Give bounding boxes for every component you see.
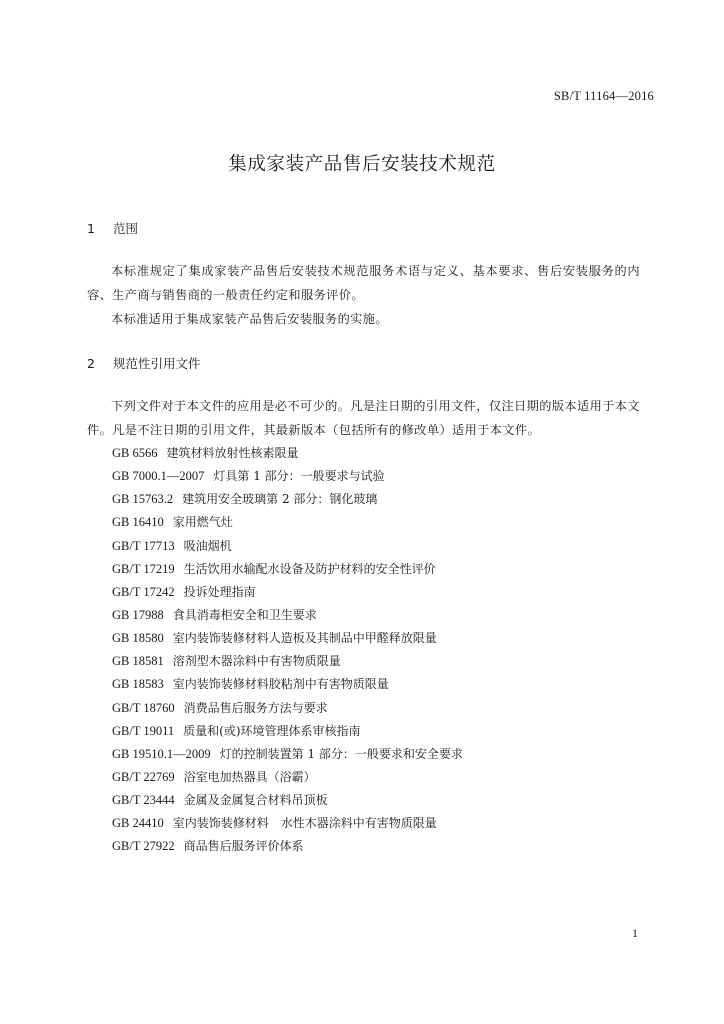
reference-title: 室内装饰装修材料 水性木器涂料中有害物质限量	[172, 816, 437, 831]
reference-code: GB 15763.2	[112, 492, 174, 507]
normative-references-list	[112, 442, 463, 859]
section-1-number: 1	[87, 221, 95, 236]
reference-title: 消费品售后服务方法与要求	[183, 700, 328, 715]
reference-code: GB 18583	[112, 677, 164, 692]
reference-item	[112, 442, 463, 465]
reference-title: 建筑材料放射性核素限量	[166, 446, 299, 460]
reference-item	[112, 511, 463, 534]
reference-code: GB/T 18760	[112, 700, 175, 715]
page-number: 1	[632, 926, 638, 940]
reference-title: 金属及金属复合材料吊顶板	[183, 793, 328, 808]
reference-code: GB 17988	[112, 607, 164, 622]
reference-title: 灯具第 1 部分：一般要求与试验	[213, 469, 385, 484]
reference-code: GB 18581	[112, 654, 164, 669]
reference-code: GB/T 19011	[112, 723, 175, 738]
reference-code: GB 18580	[112, 631, 164, 646]
section-1-paragraph-1: 本标准规定了集成家装产品售后安装技术规范服务术语与定义、基本要求、售后安装服务的内容、生产商与销售商的一般责任约定和服务评价。	[87, 264, 640, 302]
reference-code: GB 24410	[112, 816, 164, 831]
reference-code: GB/T 27922	[112, 839, 175, 854]
reference-title: 投诉处理指南	[183, 584, 256, 599]
document-title: 集成家装产品售后安装技术规范	[228, 154, 496, 175]
section-2-heading	[87, 354, 201, 372]
reference-item	[112, 604, 463, 627]
reference-item	[112, 650, 463, 673]
section-2-intro: 下列文件对于本文件的应用是必不可少的。凡是注日期的引用文件，仅注日期的版本适用于本文件。凡是不注日期的引用文件，其最新版本（包括所有的修改单）适用于本文件。	[87, 399, 640, 437]
reference-item	[112, 535, 463, 558]
section-2-title: 规范性引用文件	[113, 356, 201, 371]
reference-item	[112, 465, 463, 488]
section-1-title: 范围	[113, 221, 139, 236]
reference-code: GB 7000.1—2007	[112, 469, 205, 484]
section-2-number: 2	[87, 356, 95, 371]
reference-code: GB/T 17713	[112, 538, 175, 553]
reference-code: GB 19510.1—2009	[112, 746, 211, 761]
reference-item	[112, 835, 463, 858]
reference-title: 质量和(或)环境管理体系审核指南	[183, 723, 361, 738]
reference-item	[112, 743, 463, 766]
reference-code: GB/T 17219	[112, 561, 175, 576]
reference-code: GB/T 22769	[112, 769, 175, 784]
reference-code: GB/T 23444	[112, 793, 175, 808]
reference-item	[112, 720, 463, 743]
reference-item	[112, 558, 463, 581]
section-1-heading	[87, 219, 138, 237]
reference-item	[112, 488, 463, 511]
reference-code: GB 16410	[112, 515, 164, 530]
reference-item	[112, 627, 463, 650]
reference-item	[112, 812, 463, 835]
reference-title: 吸油烟机	[183, 538, 232, 553]
reference-title: 溶剂型木器涂料中有害物质限量	[172, 654, 341, 669]
reference-title: 浴室电加热器具（浴霸）	[183, 769, 316, 784]
reference-title: 食具消毒柜安全和卫生要求	[172, 607, 317, 622]
reference-code: GB 6566	[112, 446, 158, 460]
reference-title: 室内装饰装修材料胶粘剂中有害物质限量	[172, 677, 389, 692]
reference-title: 灯的控制装置第 1 部分：一般要求和安全要求	[219, 746, 463, 761]
reference-title: 生活饮用水输配水设备及防护材料的安全性评价	[183, 561, 436, 576]
reference-item	[112, 697, 463, 720]
reference-title: 商品售后服务评价体系	[183, 839, 304, 854]
reference-title: 家用燃气灶	[172, 515, 233, 530]
reference-code: GB/T 17242	[112, 584, 175, 599]
reference-item	[112, 673, 463, 696]
section-1-paragraph-2: 本标准适用于集成家装产品售后安装服务的实施。	[111, 312, 388, 326]
reference-title: 室内装饰装修材料人造板及其制品中甲醛释放限量	[172, 631, 437, 646]
reference-item	[112, 581, 463, 604]
reference-title: 建筑用安全玻璃第 2 部分：钢化玻璃	[182, 492, 378, 507]
reference-item	[112, 789, 463, 812]
standard-number: SB/T 11164—2016	[553, 89, 654, 103]
reference-item	[112, 766, 463, 789]
